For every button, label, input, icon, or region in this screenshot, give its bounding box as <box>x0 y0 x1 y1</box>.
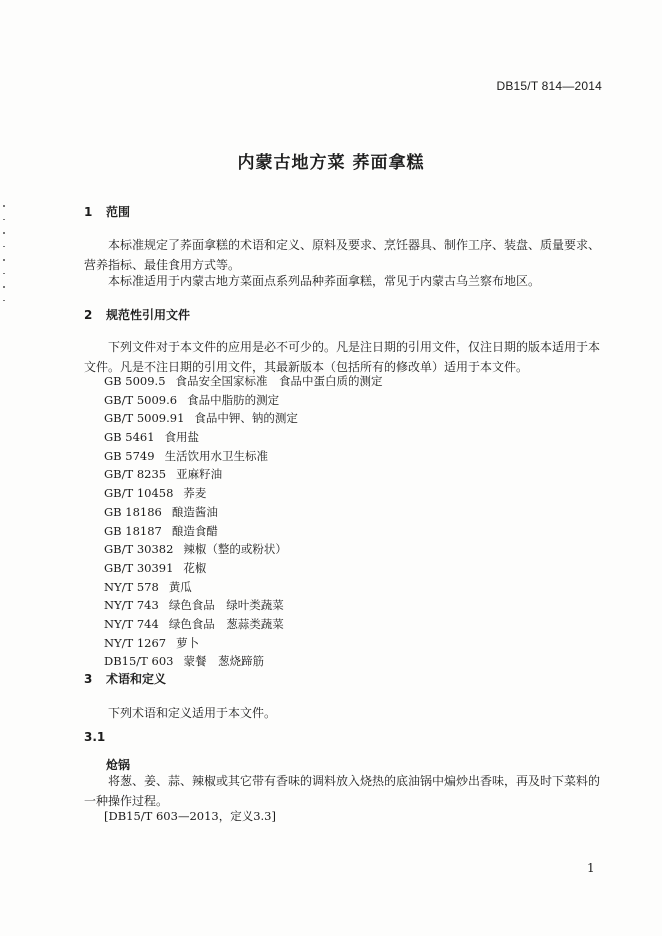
reference-item <box>104 428 383 447</box>
reference-title: 食用盐 <box>164 430 200 445</box>
reference-item <box>104 615 383 634</box>
reference-code: NY/T 578 <box>104 579 159 594</box>
reference-code: GB/T 30391 <box>104 560 174 575</box>
reference-item <box>104 559 383 578</box>
reference-title: 亚麻籽油 <box>176 467 223 482</box>
reference-item <box>104 447 383 466</box>
reference-code: GB/T 10458 <box>104 486 174 501</box>
reference-title: 食品中钾、钠的测定 <box>194 411 298 426</box>
reference-code: GB 5749 <box>104 448 155 463</box>
section-number: 2 <box>84 308 93 322</box>
reference-code: GB/T 8235 <box>104 467 167 482</box>
reference-code: GB/T 5009.6 <box>104 392 178 407</box>
reference-title: 食品中脂肪的测定 <box>187 392 280 407</box>
reference-item <box>104 503 383 522</box>
reference-item <box>104 634 383 653</box>
reference-code: NY/T 744 <box>104 616 159 631</box>
reference-item <box>104 596 383 615</box>
reference-code: NY/T 1267 <box>104 635 167 650</box>
reference-item <box>104 409 383 428</box>
reference-title: 萝卜 <box>176 635 200 650</box>
reference-item <box>104 652 383 671</box>
term-source: [DB15/T 603—2013，定义3.3] <box>104 809 276 823</box>
section-title: 范围 <box>106 205 131 219</box>
reference-item <box>104 465 383 484</box>
reference-title: 酿造酱油 <box>171 504 218 519</box>
page-number: 1 <box>587 861 595 875</box>
reference-title: 荞麦 <box>183 486 207 501</box>
section-number: 1 <box>84 205 93 219</box>
reference-code: GB 18186 <box>104 504 162 519</box>
binding-margin-marks <box>3 205 5 313</box>
reference-title: 酿造食醋 <box>171 523 218 538</box>
term-number: 3.1 <box>84 730 106 744</box>
reference-title: 黄瓜 <box>168 579 192 594</box>
reference-item <box>104 540 383 559</box>
reference-title: 食品安全国家标准 食品中蛋白质的测定 <box>175 374 383 388</box>
term-definition: 将葱、姜、蒜、辣椒或其它带有香味的调料放入烧热的底油锅中煸炒出香味，再及时下菜料的一种操作过程。 <box>84 774 601 808</box>
standard-number: DB15/T 814—2014 <box>496 79 602 93</box>
reference-title: 绿色食品 葱蒜类蔬菜 <box>168 616 284 631</box>
reference-title: 生活饮用水卫生标准 <box>164 448 269 463</box>
section-heading-references <box>84 306 190 323</box>
reference-code: GB 18187 <box>104 523 162 538</box>
reference-item <box>104 578 383 597</box>
reference-title: 绿色食品 绿叶类蔬菜 <box>168 598 284 613</box>
terms-intro: 下列术语和定义适用于本文件。 <box>108 706 277 720</box>
page-title: 内蒙古地方菜 荞面拿糕 <box>237 153 425 173</box>
term-name: 炝锅 <box>106 758 131 772</box>
reference-title: 花椒 <box>183 560 207 575</box>
section-heading-scope <box>84 203 130 220</box>
reference-code: GB 5009.5 <box>104 374 166 388</box>
reference-item <box>104 391 383 410</box>
scope-paragraph-2: 本标准适用于内蒙古地方菜面点系列品种荞面拿糕，常见于内蒙古乌兰察布地区。 <box>108 274 541 288</box>
reference-code: GB/T 5009.91 <box>104 411 185 426</box>
reference-item <box>104 484 383 503</box>
reference-code: GB 5461 <box>104 430 155 445</box>
reference-code: NY/T 743 <box>104 598 159 613</box>
scope-paragraph-1: 本标准规定了荞面拿糕的术语和定义、原料及要求、烹饪器具、制作工序、装盘、质量要求、营养指标、最佳食用方式等。 <box>84 238 601 272</box>
reference-list <box>104 372 383 671</box>
section-heading-terms <box>84 670 166 687</box>
section-title: 术语和定义 <box>106 672 167 686</box>
reference-code: GB/T 30382 <box>104 542 174 557</box>
section-title: 规范性引用文件 <box>106 308 191 322</box>
reference-code: DB15/T 603 <box>104 654 174 669</box>
reference-item <box>104 372 383 391</box>
reference-title: 蒙餐 葱烧蹄筋 <box>183 654 264 669</box>
reference-item <box>104 522 383 541</box>
reference-title: 辣椒（整的或粉状） <box>183 542 287 557</box>
references-intro: 下列文件对于本文件的应用是必不可少的。凡是注日期的引用文件，仅注日期的版本适用于本文件。凡是不注日期的引用文件，其最新版本（包括所有的修改单）适用于本文件。 <box>84 340 601 374</box>
section-number: 3 <box>84 672 93 686</box>
